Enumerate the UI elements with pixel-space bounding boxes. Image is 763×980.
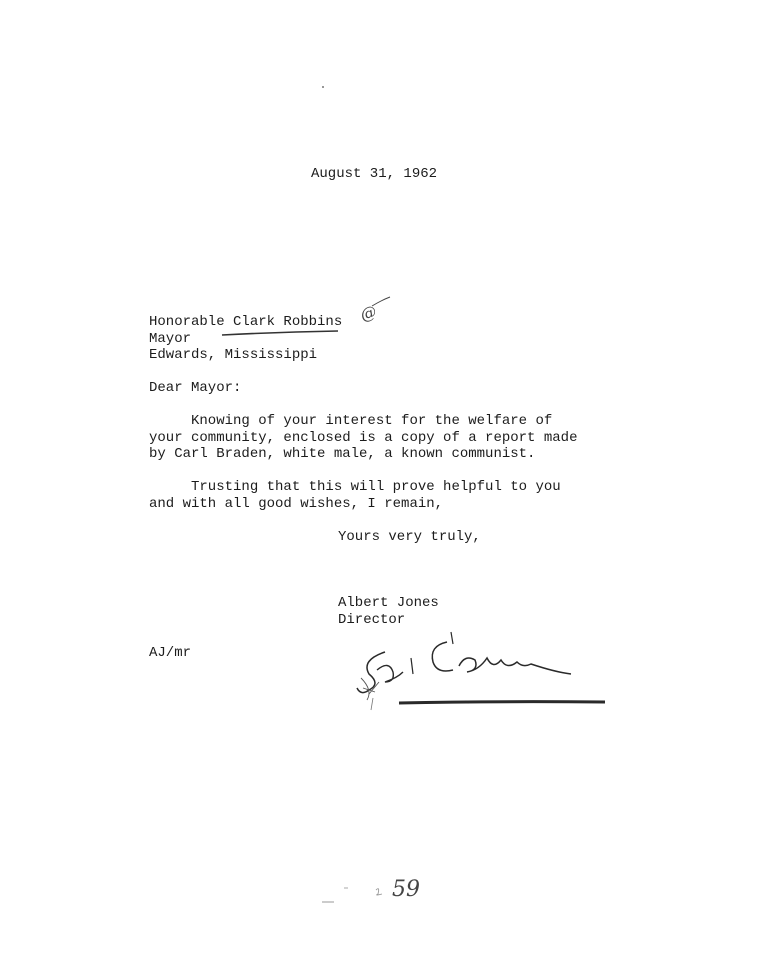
- recipient-line-1: Honorable Clark Robbins: [149, 314, 343, 330]
- handwritten-signature: [355, 630, 615, 715]
- body-p2-line-1: Trusting that this will prove helpful to you: [149, 479, 561, 495]
- signer-title: Director: [338, 612, 406, 628]
- typist-initials: AJ/mr: [149, 645, 192, 661]
- handwritten-page-number: [318, 870, 438, 910]
- margin-check-mark: [352, 294, 396, 328]
- name-underline: [220, 326, 370, 340]
- salutation: Dear Mayor:: [149, 380, 242, 396]
- recipient-line-2: Mayor: [149, 331, 192, 347]
- letter-date: August 31, 1962: [311, 166, 438, 182]
- body-p1-line-2: your community, enclosed is a copy of a report made: [149, 430, 578, 446]
- margin-mark-text: @: [357, 301, 380, 325]
- signer-name: Albert Jones: [338, 595, 439, 611]
- paper-speck: [322, 86, 324, 88]
- body-p1-line-3: by Carl Braden, white male, a known communist.: [149, 446, 536, 462]
- closing: Yours very truly,: [338, 529, 481, 545]
- body-p1-line-1: Knowing of your interest for the welfare of: [149, 413, 553, 429]
- page-number-text: 59: [392, 877, 420, 902]
- recipient-line-3: Edwards, Mississippi: [149, 347, 318, 363]
- body-p2-line-2: and with all good wishes, I remain,: [149, 496, 444, 512]
